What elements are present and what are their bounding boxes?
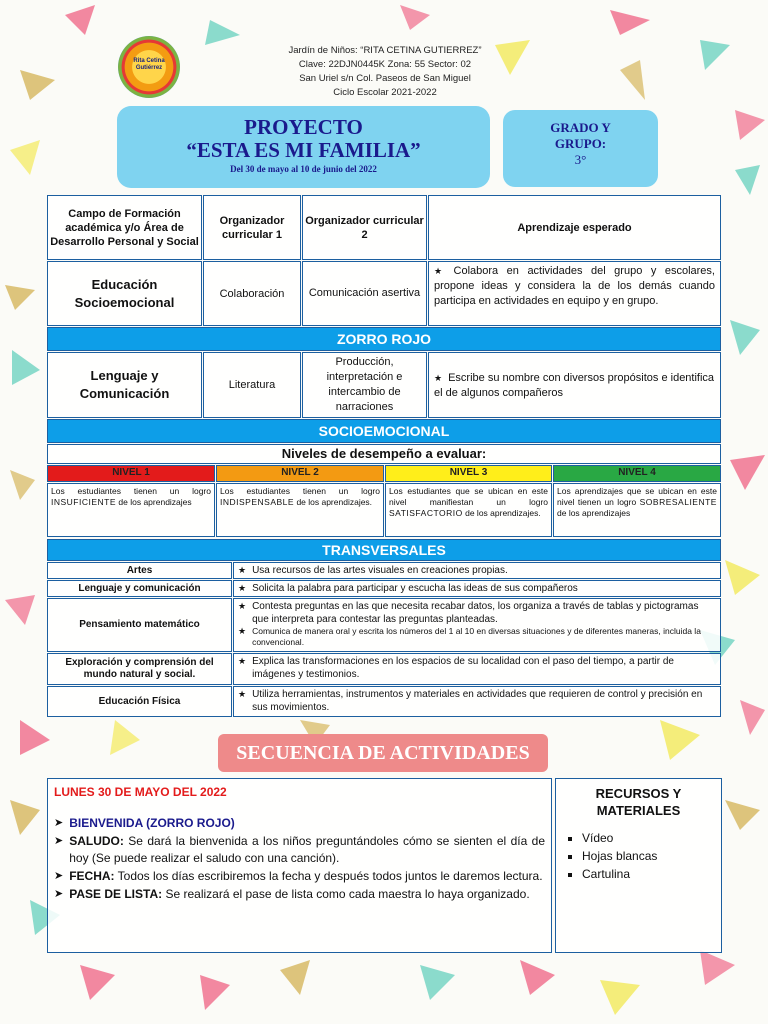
activity-text: Todos los días escribiremos la fecha y después todos juntos le daremos lectura.	[114, 869, 543, 883]
transversal-area-text: Lenguaje y comunicación	[78, 582, 201, 594]
row1-org2-text: Comunicación asertiva	[308, 287, 421, 299]
transversal-area-text: Exploración y comprensión del mundo natural y social.	[65, 657, 214, 680]
level-desc-4	[553, 483, 721, 537]
transversal-area-2	[47, 580, 232, 597]
transversal-item: Comunica de manera oral y escrita los números del 1 al 10 en diversas situaciones y de diferentes maneras, incluida la convencional.	[252, 626, 701, 647]
school-logo	[118, 36, 180, 98]
star-icon: ★	[238, 626, 247, 636]
levels-title: Niveles de desempeño a evaluar:	[47, 444, 721, 464]
arrow-icon: ➤	[54, 870, 64, 882]
transversal-area-5	[47, 686, 232, 717]
level-key: INSUFICIENTE	[51, 497, 117, 507]
transversal-area-text: Pensamiento matemático	[79, 619, 200, 630]
activity-text: Se realizará el pase de lista como cada maestra lo haya organizado.	[162, 887, 530, 901]
level-text-a: Los estudiantes tienen un logro	[220, 486, 380, 496]
zorro-rojo-bar: ZORRO ROJO	[47, 327, 721, 351]
resources-list	[556, 829, 721, 883]
grade-label-1: GRADO Y	[550, 120, 611, 135]
star-icon: ★	[238, 601, 247, 611]
header-learning	[428, 195, 721, 260]
resource-item: ▪ Cartulina	[582, 865, 721, 883]
level-desc-2	[216, 483, 384, 537]
row2-learning	[428, 352, 721, 418]
level-text-b: de los aprendizajes.	[296, 497, 373, 507]
star-icon: ★	[434, 373, 443, 383]
header-org2	[302, 195, 427, 260]
grade-label-2: GRUPO:	[554, 136, 607, 151]
level-text-a: Los estudiantes tienen un logro	[51, 486, 211, 496]
project-label: PROYECTO	[244, 115, 363, 139]
resource-item: ▪ Hojas blancas	[582, 847, 721, 865]
transversal-item: Contesta preguntas en las que necesita recabar datos, los organiza a través de tablas y pictogramas que interpreta para contestar las preguntas planteadas.	[252, 601, 699, 625]
school-header	[250, 44, 520, 100]
project-dates: Del 30 de mayo al 10 de junio del 2022	[230, 164, 377, 174]
project-banner	[117, 106, 490, 188]
school-name: Jardín de Niños: “RITA CETINA GUTIERREZ”	[288, 45, 482, 56]
transversal-item: Explica las transformaciones en los espacios de su localidad con el paso del tiempo, a partir de imágenes y testimonios.	[252, 656, 674, 680]
resources-title: RECURSOS Y MATERIALES	[595, 786, 682, 818]
activity-text: Se dará la bienvenida a los niños preguntándoles cómo se sienten el día de hoy (Se puede realizar el saludo con una canción).	[69, 834, 545, 865]
grade-value: 3°	[574, 152, 587, 167]
school-logo-text: Rita Cetina Gutiérrez	[133, 58, 165, 71]
level-key: SOBRESALIENTE	[639, 497, 717, 507]
star-icon: ★	[238, 656, 247, 666]
activity-item	[54, 886, 545, 903]
header-org2-text: Organizador curricular 2	[305, 214, 424, 241]
transversales-bar: TRANSVERSALES	[47, 539, 721, 561]
activity-label: BIENVENIDA (ZORRO ROJO)	[69, 816, 235, 830]
arrow-icon: ➤	[54, 835, 64, 847]
transversal-item: Solicita la palabra para participar y escucha las ideas de sus compañeros	[252, 583, 578, 594]
row1-learning	[428, 261, 721, 326]
row2-field-text: Lenguaje y Comunicación	[79, 368, 170, 401]
level-text-a: Los estudiantes que se ubican en este nivel manifiestan un logro	[389, 486, 548, 507]
transversal-item: Utiliza herramientas, instrumentos y materiales en actividades que requieren de control y precisión en sus movimientos.	[252, 689, 703, 713]
activity-item	[54, 833, 545, 867]
header-org1	[203, 195, 301, 260]
row2-org2-text: Producción, interpretación e intercambio de narraciones	[326, 356, 403, 413]
transversal-area-text: Educación Física	[98, 695, 181, 707]
sequence-title: SECUENCIA DE ACTIVIDADES	[218, 734, 548, 772]
transversal-item: Usa recursos de las artes visuales en creaciones propias.	[252, 565, 508, 576]
transversal-area-1	[47, 562, 232, 579]
level-text-b: de los aprendizajes	[118, 497, 192, 507]
activity-list	[54, 815, 545, 903]
arrow-icon: ➤	[54, 888, 64, 900]
activity-item	[54, 815, 545, 832]
row2-org1	[203, 352, 301, 418]
star-icon: ★	[434, 266, 448, 276]
transversal-items-5	[233, 686, 721, 717]
level-text-b: de los aprendizajes	[557, 508, 631, 518]
level-header-2: NIVEL 2	[216, 465, 384, 482]
school-cycle: Ciclo Escolar 2021-2022	[333, 87, 437, 98]
row2-learning-text: Escribe su nombre con diversos propósitos e identifica el de algunos compañeros	[434, 372, 715, 399]
level-header-4: NIVEL 4	[553, 465, 721, 482]
level-key: SATISFACTORIO	[389, 508, 463, 518]
resources-box	[555, 778, 722, 953]
transversal-area-4	[47, 653, 232, 685]
level-header-3: NIVEL 3	[385, 465, 552, 482]
row1-field-text: Educación Socioemocional	[74, 276, 175, 310]
transversal-items-2	[233, 580, 721, 597]
level-key: INDISPENSABLE	[220, 497, 295, 507]
star-icon: ★	[238, 689, 247, 699]
level-header-1: NIVEL 1	[47, 465, 215, 482]
star-icon: ★	[238, 565, 247, 575]
row2-field	[47, 352, 202, 418]
socioemocional-bar: SOCIOEMOCIONAL	[47, 419, 721, 443]
transversal-items-3	[233, 598, 721, 652]
header-org1-text: Organizador curricular 1	[219, 214, 285, 241]
school-address: San Uriel s/n Col. Paseos de San Miguel	[299, 73, 471, 84]
row1-org1-text: Colaboración	[219, 287, 285, 300]
row2-org2	[302, 352, 427, 418]
project-name: “ESTA ES MI FAMILIA”	[186, 138, 421, 162]
activities-box	[47, 778, 552, 953]
activity-item	[54, 868, 545, 885]
row1-org2	[302, 261, 427, 326]
grade-panel	[503, 110, 658, 187]
level-desc-3	[385, 483, 552, 537]
header-learning-text: Aprendizaje esperado	[517, 221, 632, 234]
school-clave: Clave: 22DJN0445K Zona: 55 Sector: 02	[298, 59, 472, 70]
header-campo	[47, 195, 202, 260]
transversal-area-3	[47, 598, 232, 652]
activity-label: SALUDO:	[69, 834, 124, 848]
header-campo-text: Campo de Formación académica y/o Área de Desarrollo Personal y Social	[50, 207, 199, 248]
activity-label: PASE DE LISTA:	[69, 887, 163, 901]
resource-item: ▪ Vídeo	[582, 829, 721, 847]
level-text-b: de los aprendizajes.	[465, 508, 541, 518]
row1-learning-text: Colabora en actividades del grupo y escolares, propone ideas y considera la de los demás cuando participa en actividades en equipo y en grupo.	[434, 265, 715, 307]
star-icon: ★	[238, 583, 247, 593]
transversal-area-text: Artes	[126, 564, 153, 576]
transversal-items-4	[233, 653, 721, 685]
transversal-items-1	[233, 562, 721, 579]
level-desc-1	[47, 483, 215, 537]
activity-day: LUNES 30 DE MAYO DEL 2022	[54, 785, 227, 799]
row1-org1	[203, 261, 301, 326]
arrow-icon: ➤	[54, 817, 64, 829]
activity-label: FECHA:	[69, 869, 115, 883]
row1-field	[47, 261, 202, 326]
level-text-a: Los aprendizajes que se ubican en este nivel tienen un logro	[557, 486, 717, 507]
row2-org1-text: Literatura	[228, 379, 276, 391]
